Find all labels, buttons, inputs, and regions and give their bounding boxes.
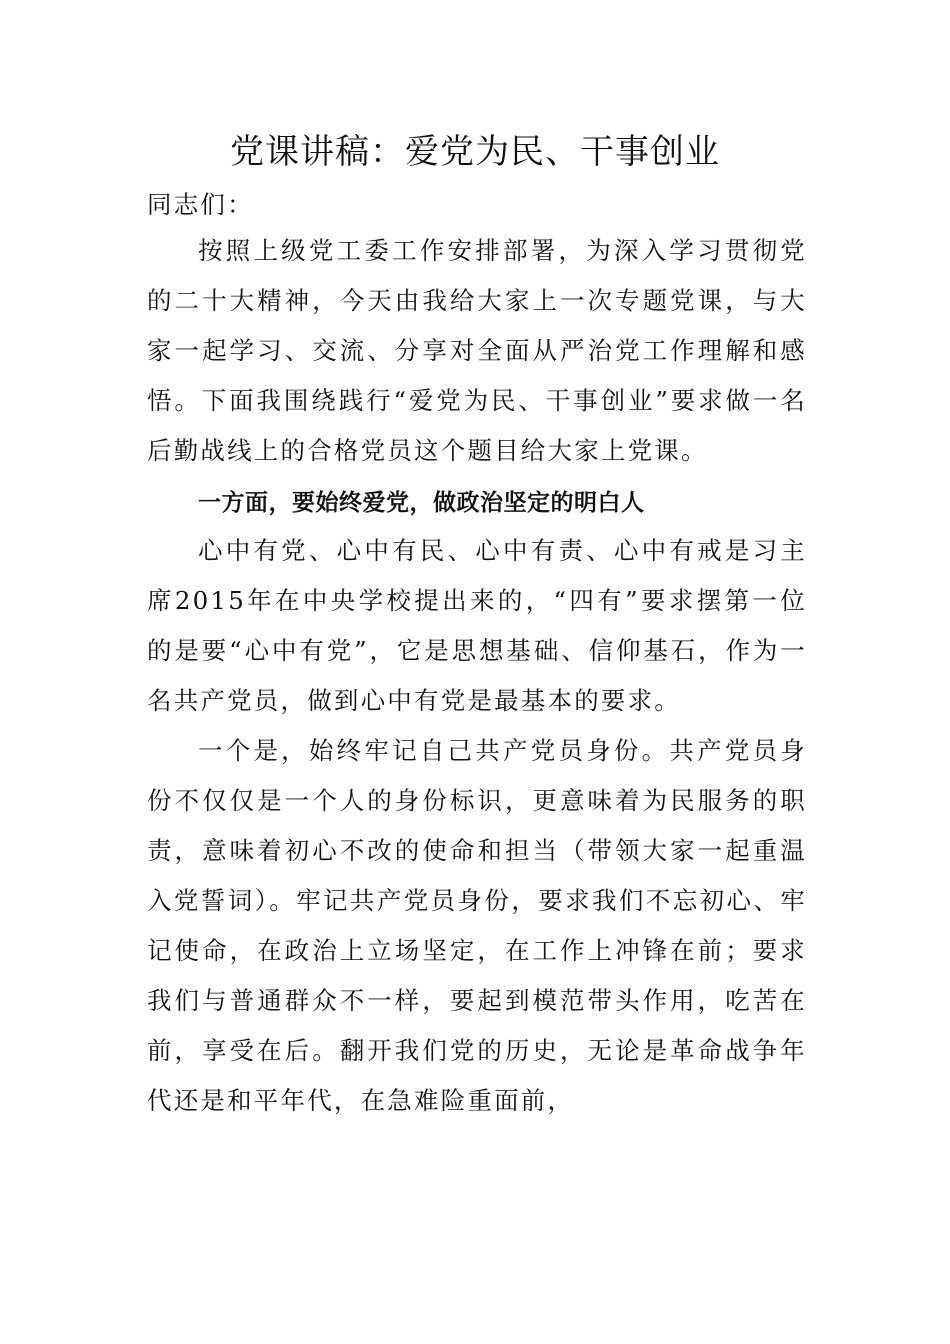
- greeting: 同志们：: [147, 190, 254, 219]
- document-title: 党课讲稿：爱党为民、干事创业: [230, 132, 720, 172]
- section-heading: 一方面，要始终爱党，做政治坚定的明白人: [198, 490, 645, 516]
- paragraph-four-haves: 心中有党、心中有民、心中有责、心中有戒是习主席2015年在中央学校提出来的，“四有”要求摆第一位的是要“心中有党”，它是思想基础、信仰基石，作为一名共产党员，做到心中有党是最基本的要求。: [147, 536, 807, 715]
- paragraph-party-identity: 一个是，始终牢记自己共产党员身份。共产党员身份不仅仅是一个人的身份标识，更意味着为民服务的职责，意味着初心不改的使命和担当（带领大家一起重温入党誓词）。牢记共产党员身份，要求我们不忘初心、牢记使命，在政治上立场坚定，在工作上冲锋在前；要求我们与普通群众不一样，要起到模范带头作用，吃苦在前，享受在后。翻开我们党的历史，无论是革命战争年代还是和平年代，在急难险重面前，: [147, 736, 807, 1115]
- paragraph-intro: 按照上级党工委工作安排部署，为深入学习贯彻党的二十大精神，今天由我给大家上一次专题党课，与大家一起学习、交流、分享对全面从严治党工作理解和感悟。下面我围绕践行“爱党为民、干事创业”要求做一名后勤战线上的合格党员这个题目给大家上党课。: [147, 236, 807, 465]
